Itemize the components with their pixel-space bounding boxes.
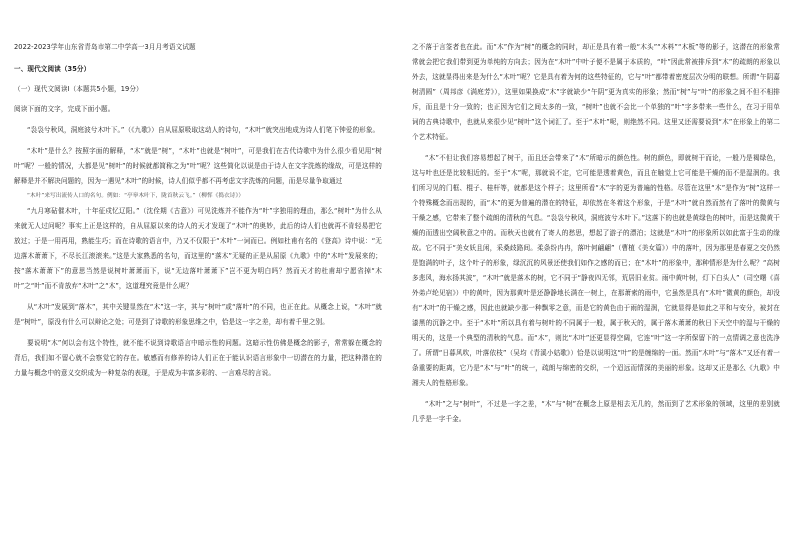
- instruction: 阅读下面的文字，完成下面小题。: [14, 105, 115, 113]
- section-title: 一、现代文阅读（35分）: [14, 65, 91, 73]
- paragraph: “木叶”之与“树叶”，不过是一字之差，“木”与“树”在概念上原是相去无几的，然而到了艺术形象的领域，这里的差别就几乎是一字千金。: [412, 400, 780, 423]
- paragraph: 之不落于言筌者也在此。而“木”作为“树”的概念的同时，却正是具有着一般“木头”“木料”“木板”等的影子，这潜在的形象常常就会把它我们带到更为单纯的方向去；因为在“木叶”中叶子便不是属于本质的，“叶”因此常被排斥到“木”的疏朗的形象以外去，这就显得出来是为什么“木叶”呢？它是具有着为何的这些特征的，它与“叶”都带着密度层次分明的联想。所谓“午阴嘉树清圆”（周邦彦《满庭芳》），这里如果换成“木”字就缺少“午阴”更为真实的形象；然而“树”与“叶”的形象之间不但不相排斥，而且是十分一致的；也正因为它们之间太多的一致，“树叶”也就不会比一个单独的“叶”字多带来一些什么，在习于用单词的古典诗歌中，也就从来很少见“树叶”这个词汇了。至于“木叶”呢，则绝然不同。这里又还需要说到“木”在形象上的第二个艺术特征。: [412, 43, 780, 141]
- paragraph: “木叶”是什么？按照字面的解释，“木”就是“树”，“木叶”也就是“树叶”，可是我们在古代诗歌中为什么很少看见用“树叶”呢？一般的情况，大都是见“树叶”的时候就都简称之为“叶”呢？这些简化以说是由于诗人在文字洗炼的缘故，可是这样的解释是并不解决问题的，因为一遇见“木叶”的时候，诗人们似乎都不再考虑文字洗炼的问题，而是尽量争取通过: [14, 147, 382, 185]
- paragraph: “九月寒砧催木叶，十年征戍忆辽阳。”（沈佺期《古意》）可见洗炼并不能作为“叶”字独用的理由，那么“树叶”为什么从来就无人过问呢？事实上正是这样的，自从屈原以来的诗人的天才发现了“木叶”的奥妙，此后的诗人们也就再不肯轻易把它放过；于是一用再用，熟能生巧；而在诗歌的语言中，乃又不仅限于“木叶”一词而已。例如杜甫有名的《登高》诗中说：“无边落木萧萧下，不尽长江滚滚来。”这是大家熟悉的名句，而这里的“落木”无疑的正是从屈原《九歌》中的“木叶”发展来的；按“落木萧萧下”的意思当然是说树叶萧萧而下，说“无边落叶萧萧下”岂不更为明白吗？然而天才的杜甫却宁愿省掉“木叶”之“叶”而不肯放弃“木叶”之“木”，这道理究竟是什么呢？: [14, 207, 382, 290]
- quote-line: “木叶”来写出流传人口的名句。例如：“亭皋木叶下，陇首秋云飞。”（柳恽《捣衣诗》）: [27, 193, 245, 199]
- exam-title: 2022-2023学年山东省青岛市第二中学高一3月月考语文试题: [14, 43, 196, 51]
- paragraph: “袅袅兮秋风，洞庭波兮木叶下。”（《九歌》）自从屈原吸取这动人的诗句，“木叶”就突出地成为诗人们笔下钟爱的形象。: [27, 126, 380, 134]
- left-column: [14, 40, 382, 381]
- paragraph: 要说明“木”何以会有这个特性，就不能不说到诗歌语言中暗示性的问题。这暗示性仿佛是概念的影子，常常躲在概念的背后，我们如不留心就不会察觉它的存在。敏感而有修养的诗人们正在于能认识语言形象中一切潜在的力量，把这种潜在的力量与概念中的意义交织成为一种复杂的表现，于是成为丰富多彩的、一言难尽的言说。: [14, 339, 382, 377]
- paragraph: “木”不但让我们容易想起了树干，而且还会带来了“木”所暗示的颜色性。树的颜色，即就树干而论，一般乃是褐绿色，这与叶也还是比较相近的。至于“木”呢，那就说不定，它可能是透着黄色，而且在触觉上它可能是干燥的而不是湿润的。我们所习见的门框、棍子、桂杆等，就都是这个样子；这里所看“木”字的更为普遍的性格。尽管在这里“木”是作为“树”这样一个特殊概念而出现的，而“木”的更为普遍的潜在的特征，却依然在冬着这个形象，于是“木叶”就自然而然有了落叶的微黄与干燥之感，它带来了整个疏朗的清秋的气息。“袅袅兮秋风，洞庭波兮木叶下。”这落下的也就是黄绿色的树叶，而是这微黄干燥的而透出空阔秋意之中的。而秋天也就有了寄人的愁思，想起了游子的漂泊；这就是“木叶”的形象所以如此富于生动的缘故。它不同于“美女妖且闲，采桑歧路间。柔条纷冉冉，落叶何翩翩”（曹植《美女篇》）中的落叶，因为那里是春夏之交仍然是饱满的叶子，这个叶子的形象，绿沉沉的风景还使我们如作之感的而已；在“木叶”的形象中，那种情形是为什么呢？“高树多悲风，海水扬其波”，“木叶”就是落木的树，它不同于“静夜四无邻，荒居旧业贫。雨中黄叶树，灯下白头人”（司空曙《喜外弟卢纶见宿》）中的黄叶，因为那黄叶是还静静地长满在一树上，在那萧索的雨中，它虽然是具有“木叶”微黄的颜色，却没有“木叶”的干燥之感，因此也就缺少那一种飘零之意，而是它的黄色由于雨的湿润，它就显得是如此之平和与安分，被封在漆黑的沉静之中。至于“木叶”所以具有着与树叶的不同属于一般，属于秋天的，属于落木萧萧的秋日下天空中的湿与干燥的明天的，这是一个典型的清秋的气息。而“木”，则比“木叶”还更显得空阔，它连“叶”这一字所保留下的一点情调之意也洗净了。所谓“日暮风吹，叶落依枝”（吴均《青溪小姑歌》）恰是以说明这“叶”的是缠绵的一面。然而“木叶”与“落木”又还有着一条重要的距离，它乃是“木”与“叶”的统一，疏朗与绵密的交织，一个迢远而情深的美丽的形象。这却又正是那么《九歌》中湘夫人的性格形象。: [412, 154, 780, 387]
- paragraph: 从“木叶”发展到“落木”，其中关键显然在“木”这一字，其与“树叶”或“落叶”的不同，也正在此。从概念上说，“木叶”就是“树叶”，原没有什么可以辩论之处；可是到了诗歌的形象思维之中，恰是这一字之差，却有着千里之别。: [14, 303, 382, 326]
- right-column: [412, 40, 780, 427]
- subsection-title: （一）现代文阅读Ⅰ（本题共5小题，19分）: [14, 85, 143, 93]
